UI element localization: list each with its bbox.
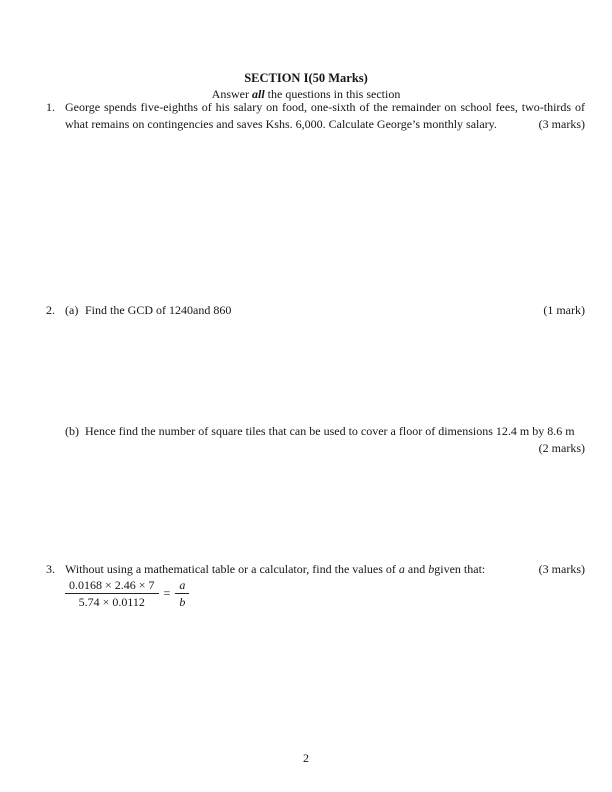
question-2b-label: (b) [65, 424, 79, 438]
question-2a-body [65, 302, 585, 319]
question-1 [46, 99, 585, 133]
rhs-fraction [175, 578, 189, 609]
question-3-number: 3. [46, 562, 55, 576]
rhs-numerator: a [175, 578, 189, 594]
question-2a [46, 302, 585, 319]
question-1-body [65, 99, 585, 133]
question-2a-label: (a) [65, 303, 79, 317]
question-1-number: 1. [46, 100, 55, 114]
question-2b-marks: (2 marks) [538, 441, 585, 455]
lhs-fraction [65, 578, 159, 609]
lhs-numerator: 0.0168 × 2.46 × 7 [65, 578, 159, 594]
question-3-equation [65, 578, 189, 609]
question-2a-marks: (1 mark) [543, 303, 585, 317]
question-3-text-suffix: given that: [434, 562, 486, 576]
question-3-text-mid: and [404, 562, 429, 576]
question-1-text: George spends five-eighths of his salary on food, one-sixth of the remainder on school fees, two-thirds of what remains on contingencies and saves Kshs. 6,000. Calculate George’s monthly salary. [65, 100, 585, 131]
question-3-body [65, 561, 585, 578]
question-3-text-prefix: Without using a mathematical table or a calculator, find the values of [65, 562, 399, 576]
instruction-emphasis: all [252, 87, 265, 101]
question-3-marks: (3 marks) [538, 562, 585, 576]
instruction-suffix: the questions in this section [264, 87, 401, 101]
question-3 [46, 561, 585, 578]
rhs-denominator: b [179, 595, 186, 609]
page-number: 2 [303, 751, 309, 765]
question-3-var-b: b [428, 562, 435, 576]
question-2a-text: Find the GCD of 1240and 860 [85, 303, 232, 317]
question-1-marks: (3 marks) [538, 117, 585, 131]
question-2b [65, 423, 585, 457]
lhs-denominator: 5.74 × 0.0112 [78, 595, 145, 609]
question-3-var-a: a [398, 562, 405, 576]
question-2-number: 2. [46, 303, 55, 317]
question-2b-line [65, 423, 585, 440]
question-2b-text: Hence find the number of square tiles that can be used to cover a floor of dimensions 12.4 m by 8.6 m [85, 424, 575, 438]
equals-sign: = [163, 586, 171, 600]
section-title: SECTION I(50 Marks) [244, 71, 368, 85]
instruction-prefix: Answer [211, 87, 252, 101]
